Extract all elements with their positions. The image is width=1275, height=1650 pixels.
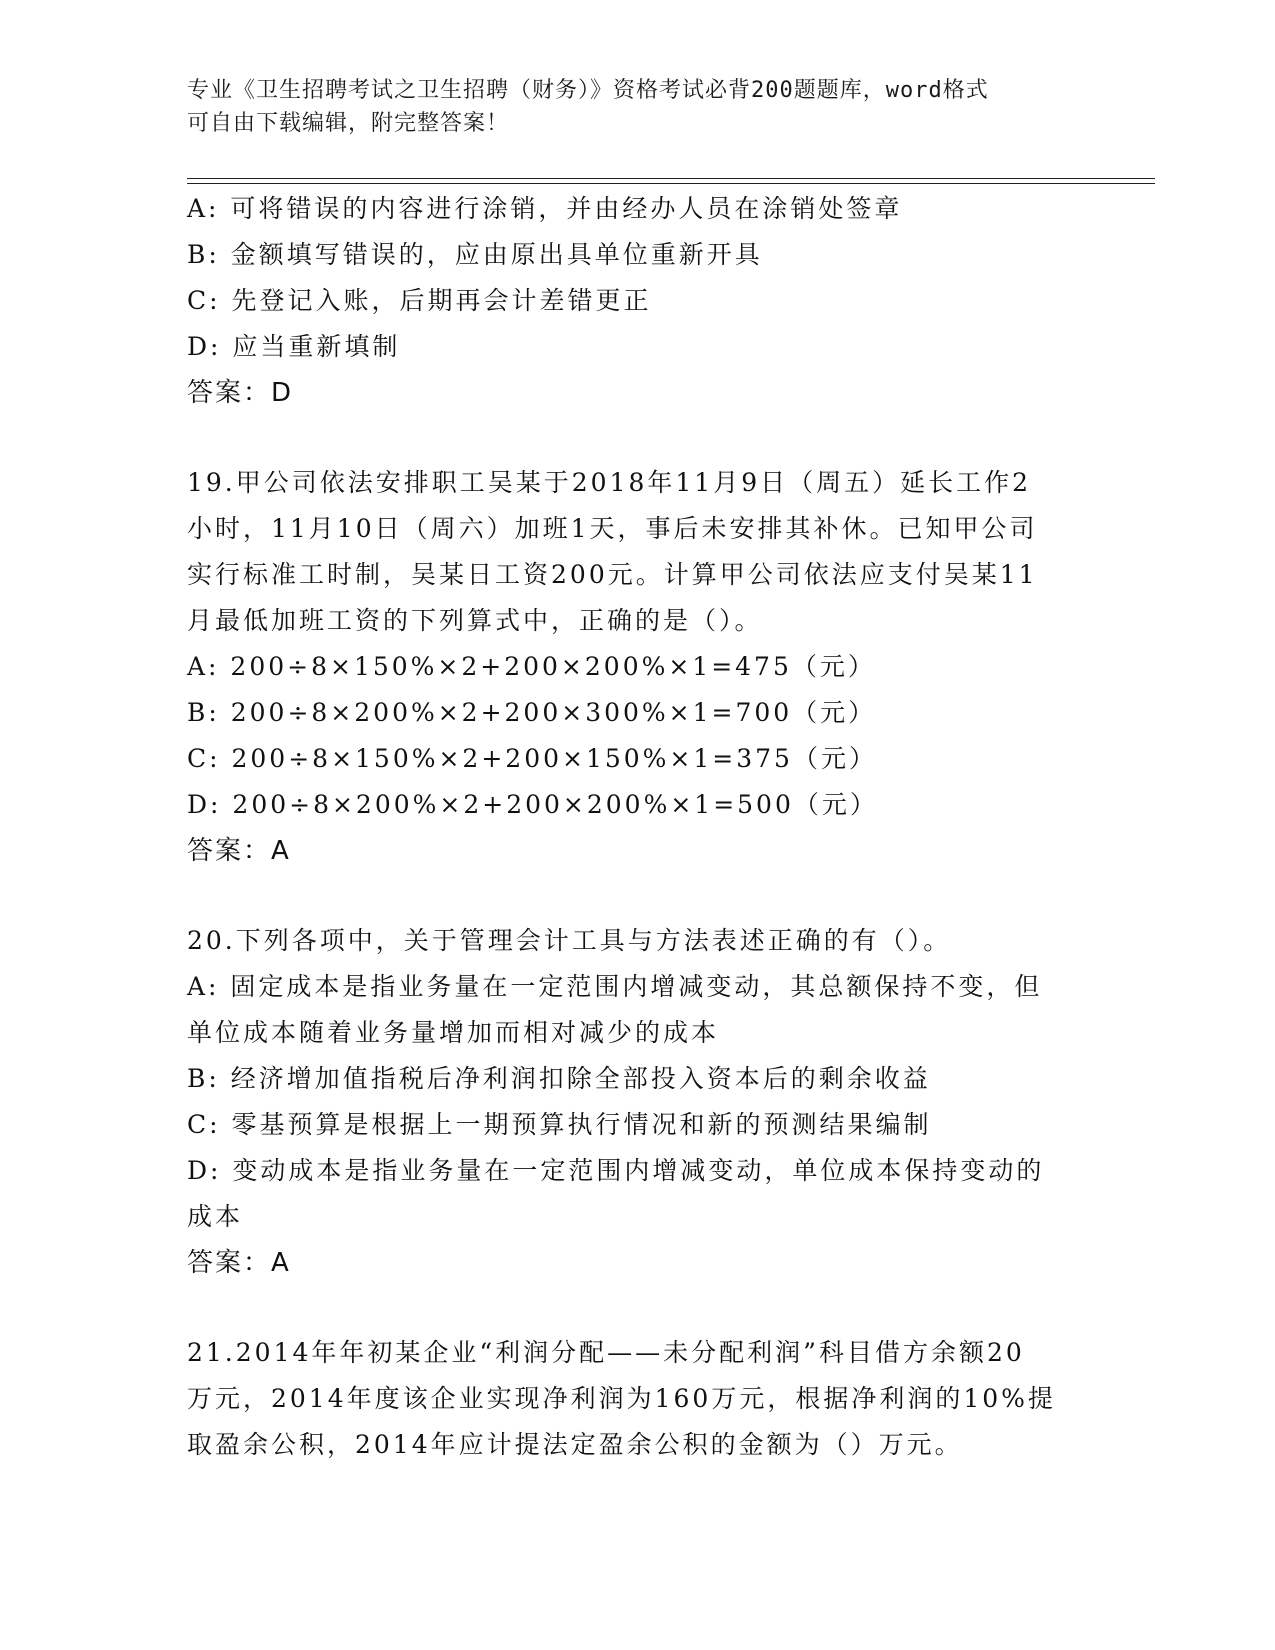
spacer xyxy=(187,416,1087,460)
q18-option-d: D: 应当重新填制 xyxy=(187,332,401,361)
q19-option-b: B: 200÷8×200%×2+200×300%×1=700（元） xyxy=(187,698,877,727)
question-19 xyxy=(187,460,1087,874)
spacer xyxy=(187,1286,1087,1330)
q21-stem-line-1: 21.2014年年初某企业“利润分配——未分配利润”科目借方余额20 xyxy=(187,1338,1025,1367)
question-content xyxy=(187,186,1087,1468)
q20-option-a-line-1: A: 固定成本是指业务量在一定范围内增减变动，其总额保持不变，但 xyxy=(187,972,1043,1001)
q19-option-d: D: 200÷8×200%×2+200×200%×1=500（元） xyxy=(187,790,878,819)
q19-stem-line-1: 19.甲公司依法安排职工吴某于2018年11月9日（周五）延长工作2 xyxy=(187,468,1032,497)
q20-stem-line-1: 20.下列各项中，关于管理会计工具与方法表述正确的有（）。 xyxy=(187,926,952,955)
q19-option-c: C: 200÷8×150%×2+200×150%×1=375（元） xyxy=(187,744,877,773)
question-20 xyxy=(187,918,1087,1286)
q19-stem-line-3: 实行标准工时制，吴某日工资200元。计算甲公司依法应支付吴某11 xyxy=(187,560,1038,589)
header-title-line-1: 专业《卫生招聘考试之卫生招聘（财务）》资格考试必背200题题库，word格式 xyxy=(187,78,989,103)
q18-answer: 答案：D xyxy=(187,378,294,408)
q19-answer: 答案：A xyxy=(187,836,291,866)
q20-option-c: C: 零基预算是根据上一期预算执行情况和新的预测结果编制 xyxy=(187,1110,932,1139)
q18-option-b: B: 金额填写错误的，应由原出具单位重新开具 xyxy=(187,240,763,269)
header-divider-top xyxy=(187,178,1155,179)
header-divider-bottom xyxy=(187,183,1155,184)
q20-option-b: B: 经济增加值指税后净利润扣除全部投入资本后的剩余收益 xyxy=(187,1064,931,1093)
q21-stem-line-2: 万元，2014年度该企业实现净利润为160万元，根据净利润的10%提 xyxy=(187,1384,1056,1413)
header-title-line-2: 可自由下载编辑，附完整答案！ xyxy=(187,111,510,136)
q19-stem-line-2: 小时，11月10日（周六）加班1天，事后未安排其补休。已知甲公司 xyxy=(187,514,1038,543)
q20-answer: 答案：A xyxy=(187,1248,291,1278)
document-header xyxy=(187,74,1067,140)
q19-option-a: A: 200÷8×150%×2+200×200%×1=475（元） xyxy=(187,652,876,681)
question-18-tail xyxy=(187,186,1087,416)
q21-stem-line-3: 取盈余公积，2014年应计提法定盈余公积的金额为（）万元。 xyxy=(187,1430,963,1459)
q20-option-d-line-1: D: 变动成本是指业务量在一定范围内增减变动，单位成本保持变动的 xyxy=(187,1156,1045,1185)
q20-option-d-line-2: 成本 xyxy=(187,1202,244,1231)
q18-option-c: C: 先登记入账，后期再会计差错更正 xyxy=(187,286,652,315)
q19-stem-line-4: 月最低加班工资的下列算式中，正确的是（）。 xyxy=(187,606,763,635)
question-21 xyxy=(187,1330,1087,1468)
q18-option-a: A: 可将错误的内容进行涂销，并由经办人员在涂销处签章 xyxy=(187,194,903,223)
q20-option-a-line-2: 单位成本随着业务量增加而相对减少的成本 xyxy=(187,1018,720,1047)
spacer xyxy=(187,874,1087,918)
